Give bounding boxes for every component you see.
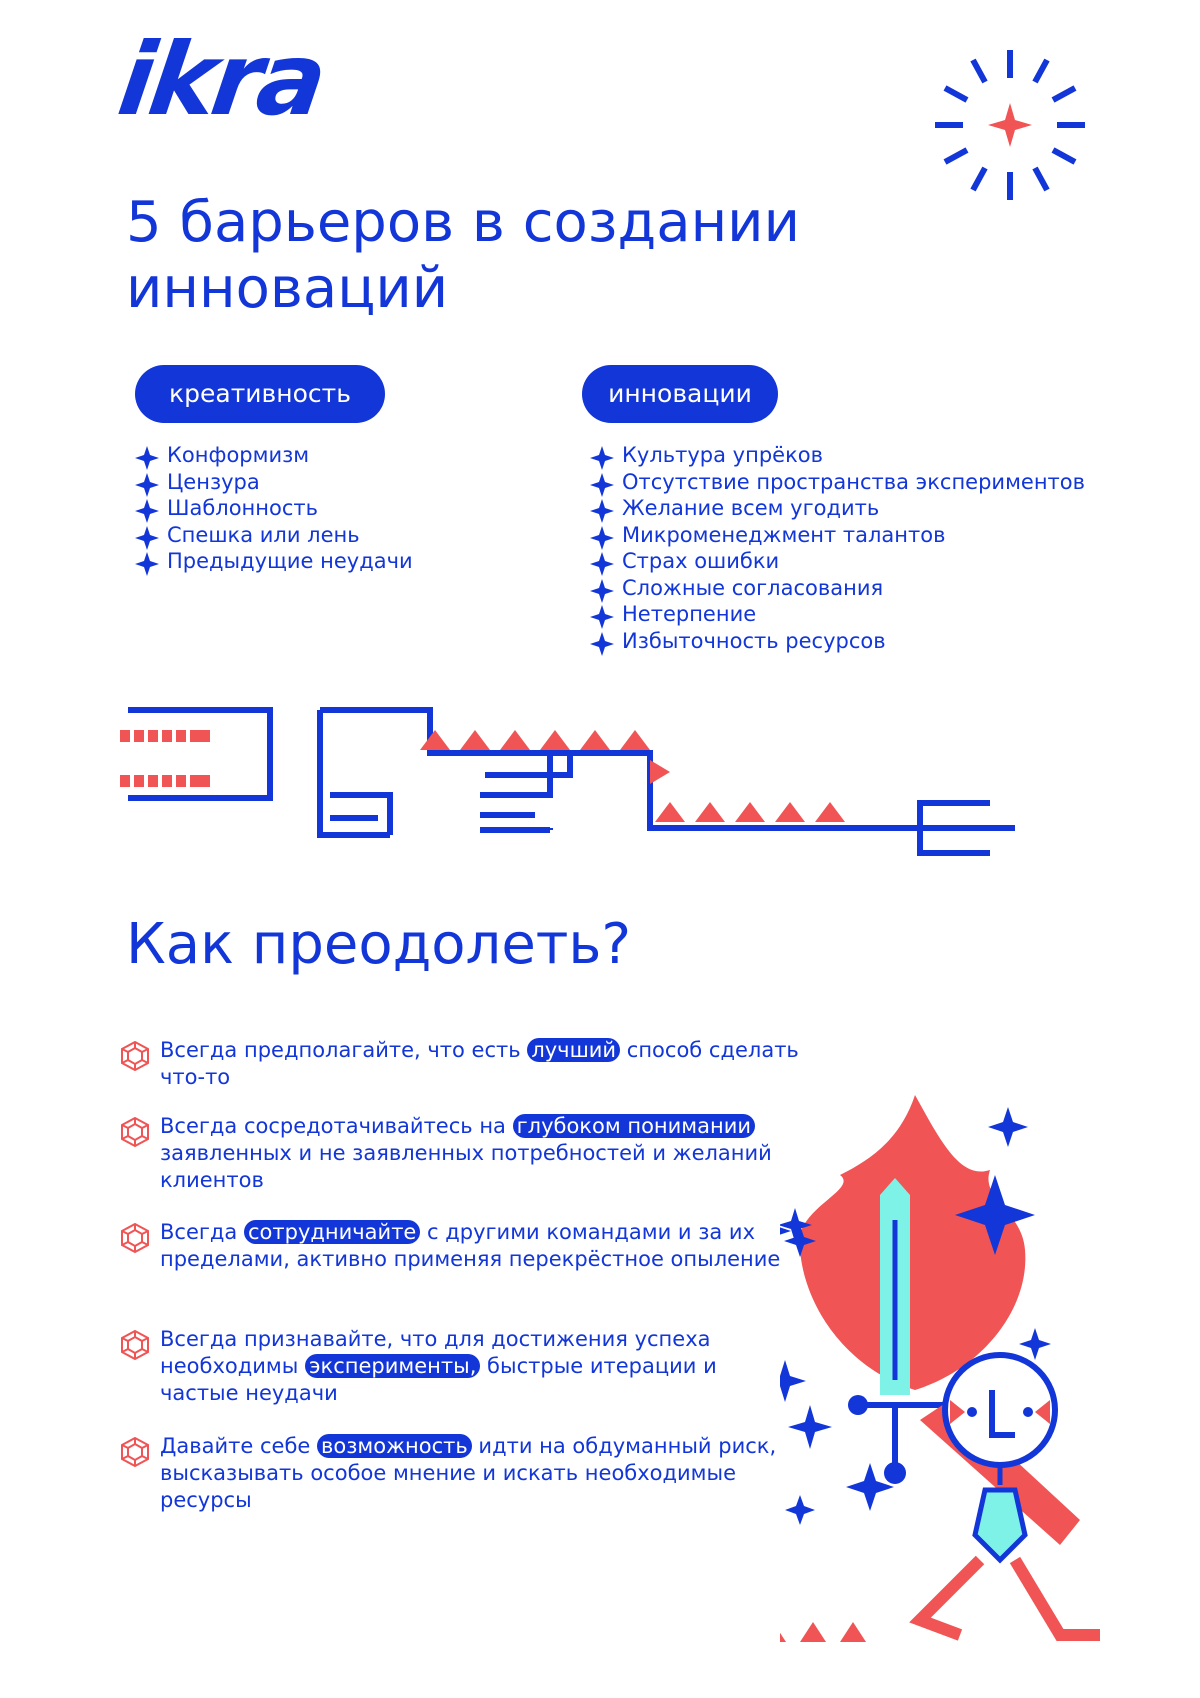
innovation-tag bbox=[582, 365, 778, 423]
four-point-star-icon bbox=[135, 499, 159, 523]
tip-item bbox=[120, 1326, 800, 1407]
tip-text: Всегда признавайте, что для достижения успеха необходимы эксперименты, быстрые итерации и частые неудачи bbox=[160, 1327, 717, 1405]
four-point-star-icon bbox=[590, 605, 614, 629]
title-line-1: 5 барьеров в создании bbox=[126, 190, 800, 255]
tip-item bbox=[120, 1037, 800, 1091]
four-point-star-icon bbox=[590, 499, 614, 523]
list-item: Спешка или лень bbox=[135, 522, 413, 549]
four-point-star-icon bbox=[135, 552, 159, 576]
innovation-tag-label: инновации bbox=[608, 379, 752, 408]
gem-icon bbox=[120, 1330, 150, 1360]
list-item: Сложные согласования bbox=[590, 575, 1085, 602]
four-point-star-icon bbox=[590, 526, 614, 550]
tip-item bbox=[120, 1219, 800, 1273]
list-item: Культура упрёков bbox=[590, 442, 1085, 469]
tip-text: Всегда предполагайте, что есть лучший способ сделать что-то bbox=[160, 1038, 799, 1089]
tip-item bbox=[120, 1113, 800, 1194]
knight-illustration bbox=[780, 1090, 1140, 1650]
decorative-pattern bbox=[120, 700, 1040, 880]
list-item: Избыточность ресурсов bbox=[590, 628, 1085, 655]
highlight: эксперименты, bbox=[305, 1354, 480, 1378]
list-item: Страх ошибки bbox=[590, 548, 1085, 575]
sunburst-icon bbox=[930, 45, 1090, 205]
highlight: глубоком понимании bbox=[513, 1114, 755, 1138]
section-title: Как преодолеть? bbox=[126, 912, 632, 977]
creativity-tag-label: креативность bbox=[169, 379, 351, 408]
highlight: лучший bbox=[527, 1038, 620, 1062]
four-point-star-icon bbox=[135, 446, 159, 470]
list-item: Конформизм bbox=[135, 442, 413, 469]
tip-text: Всегда сосредотачивайтесь на глубоком понимании заявленных и не заявленных потребностей и желаний клиентов bbox=[160, 1114, 772, 1192]
four-point-star-icon bbox=[590, 552, 614, 576]
innovation-list bbox=[590, 442, 1085, 654]
gem-icon bbox=[120, 1041, 150, 1071]
four-point-star-icon bbox=[590, 473, 614, 497]
creativity-tag bbox=[135, 365, 385, 423]
list-item: Предыдущие неудачи bbox=[135, 548, 413, 575]
tip-text: Всегда сотрудничайте с другими командами и за их пределами, активно применяя перекрёстное опыление bbox=[160, 1220, 781, 1271]
gem-icon bbox=[120, 1437, 150, 1467]
list-item: Желание всем угодить bbox=[590, 495, 1085, 522]
page-title bbox=[126, 190, 1026, 322]
four-point-star-icon bbox=[590, 632, 614, 656]
list-item: Отсутствие пространства экспериментов bbox=[590, 469, 1085, 496]
tip-item bbox=[120, 1433, 800, 1514]
list-item: Нетерпение bbox=[590, 601, 1085, 628]
four-point-star-icon bbox=[135, 526, 159, 550]
list-item: Шаблонность bbox=[135, 495, 413, 522]
four-point-star-icon bbox=[590, 446, 614, 470]
list-item: Микроменеджмент талантов bbox=[590, 522, 1085, 549]
highlight: сотрудничайте bbox=[244, 1220, 420, 1244]
highlight: возможность bbox=[317, 1434, 472, 1458]
four-point-star-icon bbox=[590, 579, 614, 603]
gem-icon bbox=[120, 1117, 150, 1147]
list-item: Цензура bbox=[135, 469, 413, 496]
tip-text: Давайте себе возможность идти на обдуманный риск, высказывать особое мнение и искать необходимые ресурсы bbox=[160, 1434, 777, 1512]
logo: ikra bbox=[111, 21, 330, 138]
gem-icon bbox=[120, 1223, 150, 1253]
creativity-list bbox=[135, 442, 413, 575]
title-line-2: инноваций bbox=[126, 256, 449, 321]
four-point-star-icon bbox=[135, 473, 159, 497]
